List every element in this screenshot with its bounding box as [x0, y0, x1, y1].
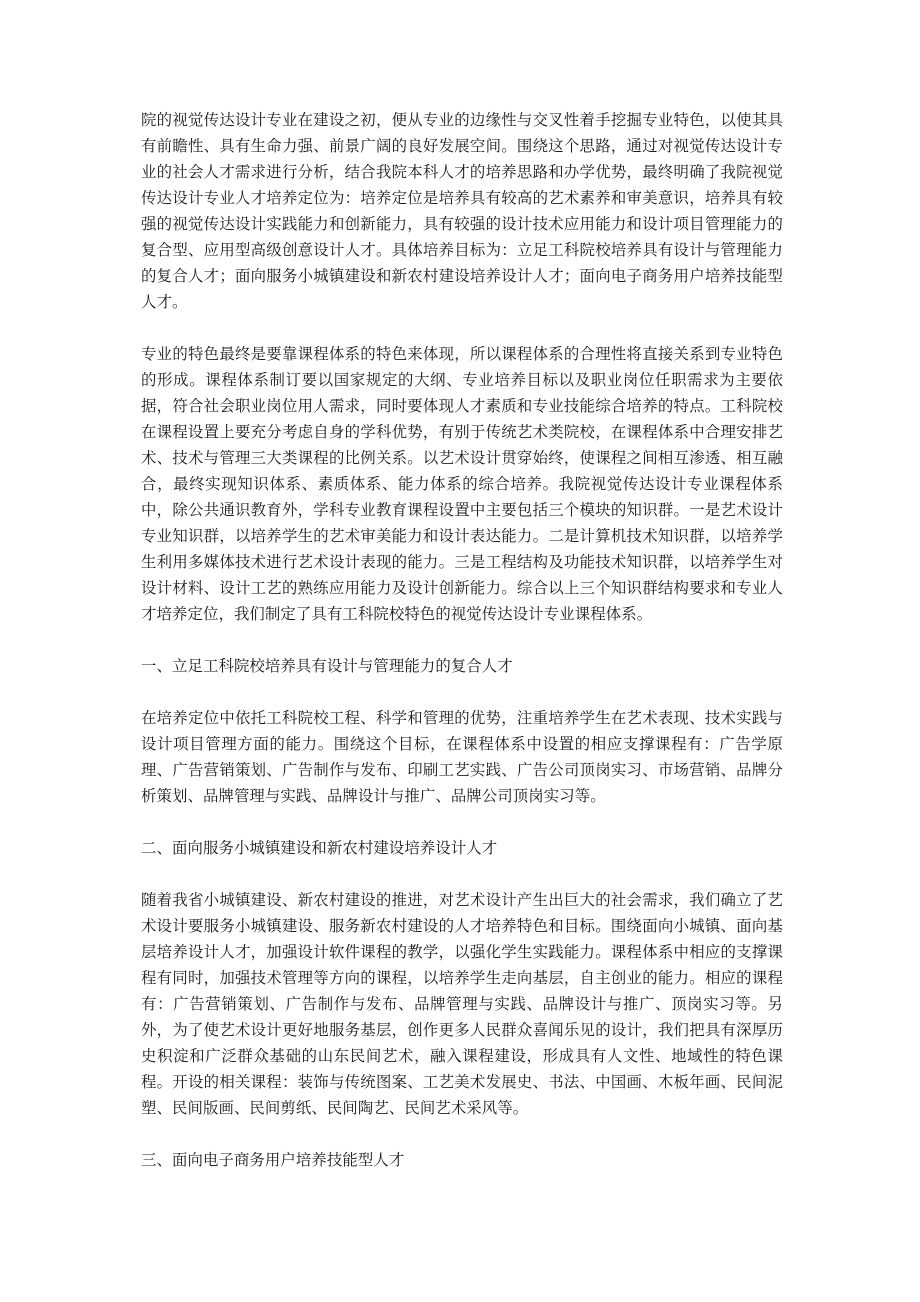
section-heading-1: 一、立足工科院校培养具有设计与管理能力的复合人才: [141, 657, 513, 675]
section-heading-2: 二、面向服务小城镇建设和新农村建设培养设计人才: [141, 839, 498, 857]
paragraph-curriculum: 专业的特色最终是要靠课程体系的特色来体现，所以课程体系的合理性将直接关系到专业特色的形成。课程体系制订要以国家规定的大纲、专业培养目标以及职业岗位任职需求为主要依据，符合社会职业岗位用人需求，同时要体现人才素质和专业技能综合培养的特点。工科院校在课程设置上要充分考虑自身的学科优势，有别于传统艺术类院校，在课程体系中合理安排艺术、技术与管理三大类课程的比例关系。以艺术设计贯穿始终，使课程之间相互渗透、相互融合，最终实现知识体系、素质体系、能力体系的综合培养。我院视觉传达设计专业课程体系中，除公共通识教育外，学科专业教育课程设置中主要包括三个模块的知识群。一是艺术设计专业知识群，以培养学生的艺术审美能力和设计表达能力。二是计算机技术知识群，以培养学生利用多媒体技术进行艺术设计表现的能力。三是工程结构及功能技术知识群，以培养学生对设计材料、设计工艺的熟练应用能力及设计创新能力。综合以上三个知识群结构要求和专业人才培养定位，我们制定了具有工科院校特色的视觉传达设计专业课程体系。: [141, 345, 783, 623]
paragraph-section-1: 在培养定位中依托工科院校工程、科学和管理的优势，注重培养学生在艺术表现、技术实践与设计项目管理方面的能力。围绕这个目标，在课程体系中设置的相应支撑课程有：广告学原理、广告营销策划、广告制作与发布、印刷工艺实践、广告公司顶岗实习、市场营销、品牌分析策划、品牌管理与实践、品牌设计与推广、品牌公司顶岗实习等。: [141, 709, 783, 805]
document-body: [141, 107, 783, 1199]
paragraph-section-2: 随着我省小城镇建设、新农村建设的推进，对艺术设计产生出巨大的社会需求，我们确立了艺术设计要服务小城镇建设、服务新农村建设的人才培养特色和目标。围绕面向小城镇、面向基层培养设计人才，加强设计软件课程的教学，以强化学生实践能力。课程体系中相应的支撑课程有同时，加强技术管理等方向的课程，以培养学生走向基层，自主创业的能力。相应的课程有：广告营销策划、广告制作与发布、品牌管理与实践、品牌设计与推广、顶岗实习等。另外，为了使艺术设计更好地服务基层，创作更多人民群众喜闻乐见的设计，我们把具有深厚历史积淀和广泛群众基础的山东民间艺术，融入课程建设，形成具有人文性、地域性的特色课程。开设的相关课程：装饰与传统图案、工艺美术发展史、书法、中国画、木板年画、民间泥塑、民间版画、民间剪纸、民间陶艺、民间艺术采风等。: [141, 891, 783, 1117]
paragraph-intro: 院的视觉传达设计专业在建设之初，便从专业的边缘性与交叉性着手挖掘专业特色，以使其具有前瞻性、具有生命力强、前景广阔的良好发展空间。围绕这个思路，通过对视觉传达设计专业的社会人才需求进行分析，结合我院本科人才的培养思路和办学优势，最终明确了我院视觉传达设计专业人才培养定位为：培养定位是培养具有较高的艺术素养和审美意识，培养具有较强的视觉传达设计实践能力和创新能力，具有较强的设计技术应用能力和设计项目管理能力的复合型、应用型高级创意设计人才。具体培养目标为：立足工科院校培养具有设计与管理能力的复合人才；面向服务小城镇建设和新农村建设培养设计人才；面向电子商务用户培养技能型人才。: [141, 111, 783, 311]
section-heading-3: 三、面向电子商务用户培养技能型人才: [141, 1151, 405, 1169]
